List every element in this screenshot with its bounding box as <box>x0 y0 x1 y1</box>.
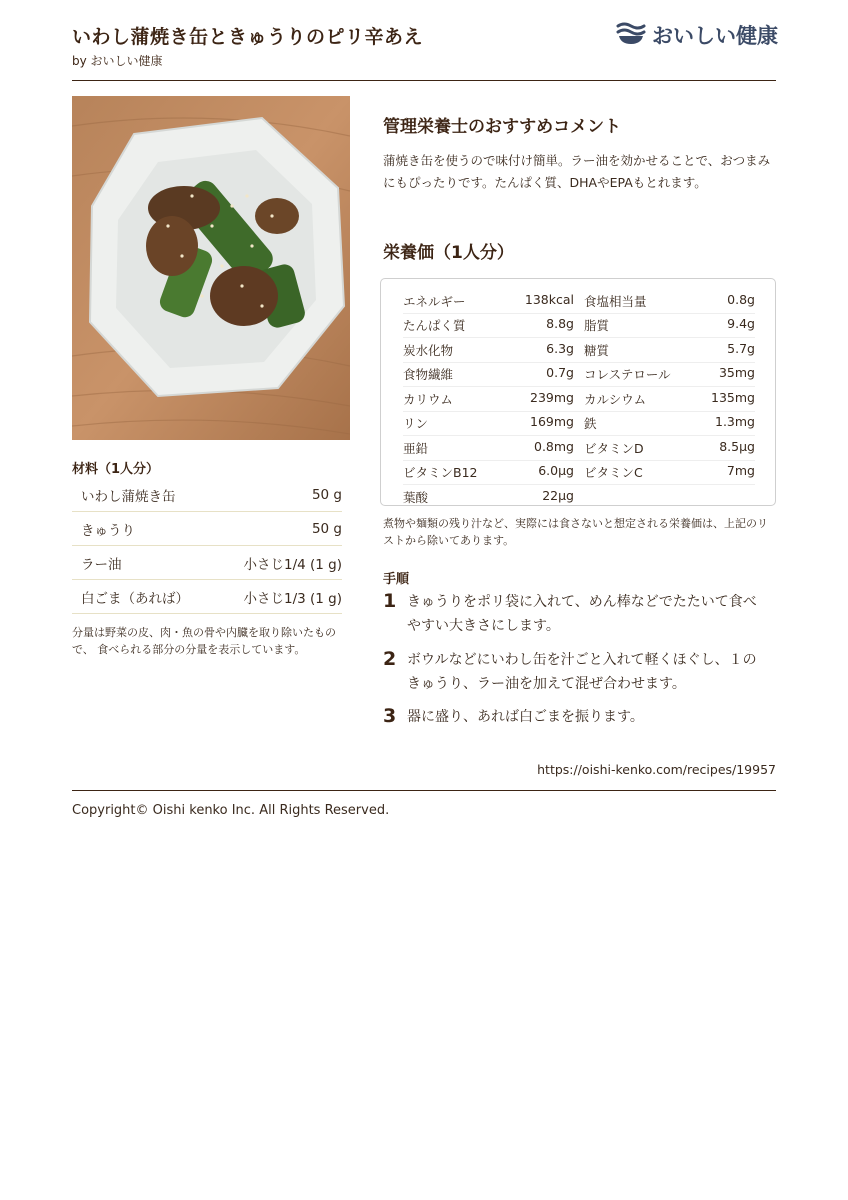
nutrient-value: 8.5μg <box>719 438 755 454</box>
step-text: ボウルなどにいわし缶を汁ごと入れて軽くほぐし、１のきゅうり、ラー油を加えて混ぜ合わせます。 <box>407 652 757 692</box>
step-item <box>383 648 767 696</box>
wave-bowl-logo-icon <box>616 20 646 50</box>
nutrient-value: 5.7g <box>727 340 755 356</box>
comment-text: 蒲焼き缶を使うので味付け簡単。ラー油を効かせることで、おつまみにもぴったりです。たんぱく質、DHAやEPAもとれます。 <box>383 153 771 190</box>
nutrient-label: 食物繊維 <box>403 367 454 383</box>
nutrient-label: エネルギー <box>403 293 466 309</box>
nutrient-label: 亜鉛 <box>403 440 429 456</box>
recipe-title: いわし蒲焼き缶ときゅうりのピリ辛あえ <box>72 26 424 48</box>
nutrition-table <box>380 278 776 506</box>
nutrient-label: ビタミンB12 <box>403 465 478 481</box>
ingredient-amount: 小さじ1/4 (1 g) <box>243 556 342 573</box>
comment-heading: 管理栄養士のおすすめコメント <box>383 117 622 137</box>
ingredient-amount: 50 g <box>311 486 342 503</box>
nutrition-row <box>403 412 755 437</box>
ingredient-amount: 50 g <box>311 520 342 537</box>
ingredients-note: 分量は野菜の皮、肉・魚の骨や内臓を取り除いたもので、 食べられる部分の分量を表示しています。 <box>72 626 336 656</box>
nutrient-label: ビタミンC <box>584 465 643 481</box>
nutrient-label: たんぱく質 <box>403 318 466 334</box>
steps-heading: 手順 <box>383 572 410 587</box>
step-number: 2 <box>383 648 397 670</box>
nutrition-row <box>403 387 755 412</box>
nutrient-value: 8.8g <box>546 316 574 332</box>
nutrient-value: 0.8g <box>727 291 755 307</box>
nutrient-label: カリウム <box>403 391 453 407</box>
nutrient-value: 7mg <box>726 463 755 479</box>
copyright-text: Copyright© Oishi kenko Inc. All Rights Reserved. <box>72 803 390 818</box>
ingredient-name: きゅうり <box>81 522 135 539</box>
nutrition-row <box>403 485 755 509</box>
nutrient-label: 脂質 <box>584 318 610 334</box>
nutrient-value: 239mg <box>530 389 574 405</box>
nutrition-note: 煮物や麺類の残り汁など、実際には食さないと想定される栄養価は、上記のリストから除いてあります。 <box>383 517 768 547</box>
nutrient-value: 138kcal <box>524 291 574 307</box>
nutrient-label: リン <box>403 416 429 432</box>
nutrient-value: 35mg <box>718 365 755 381</box>
recipe-photo <box>72 96 350 440</box>
nutrient-label: カルシウム <box>584 391 647 407</box>
recipe-url-link[interactable]: https://oishi-kenko.com/recipes/19957 <box>537 762 776 777</box>
nutrient-value: 135mg <box>711 389 755 405</box>
nutrition-row <box>403 338 755 363</box>
nutrient-label: 炭水化物 <box>403 342 454 358</box>
nutrient-label: 鉄 <box>584 416 597 432</box>
ingredient-row <box>72 546 342 580</box>
nutrient-value: 0.7g <box>546 365 574 381</box>
nutrient-label: ビタミンD <box>584 440 644 456</box>
nutrient-label: 糖質 <box>584 342 610 358</box>
nutrient-value: 169mg <box>530 414 574 430</box>
ingredient-amount: 小さじ1/3 (1 g) <box>243 590 342 607</box>
header-divider <box>72 80 776 81</box>
ingredient-row <box>72 580 342 614</box>
ingredient-name: ラー油 <box>81 556 122 573</box>
ingredient-name: いわし蒲焼き缶 <box>81 488 176 505</box>
byline: by おいしい健康 <box>72 54 163 68</box>
ingredients-heading: 材料（1人分） <box>72 462 160 477</box>
nutrient-value: 22μg <box>542 487 574 503</box>
step-number: 1 <box>383 590 397 612</box>
nutrition-row <box>403 461 755 486</box>
nutrition-row <box>403 436 755 461</box>
nutrition-row <box>403 363 755 388</box>
nutrient-value: 1.3mg <box>715 414 755 430</box>
step-item <box>383 705 767 729</box>
ingredient-row <box>72 478 342 512</box>
step-item <box>383 590 767 638</box>
ingredient-name: 白ごま（あれば） <box>81 590 189 607</box>
nutrient-label: 葉酸 <box>403 489 429 505</box>
step-number: 3 <box>383 705 397 727</box>
nutrient-value: 6.0μg <box>538 463 574 479</box>
logo-text: おいしい健康 <box>652 24 778 48</box>
footer-divider <box>72 790 776 791</box>
nutrition-heading: 栄養価（1人分） <box>383 243 514 263</box>
nutrient-value: 6.3g <box>546 340 574 356</box>
nutrient-value: 0.8mg <box>534 438 574 454</box>
nutrition-row <box>403 314 755 339</box>
nutrient-label: コレステロール <box>584 367 671 383</box>
ingredients-list <box>72 478 342 614</box>
nutrition-row <box>403 289 755 314</box>
nutrient-value: 9.4g <box>727 316 755 332</box>
step-text: 器に盛り、あれば白ごまを振ります。 <box>407 709 644 725</box>
step-text: きゅうりをポリ袋に入れて、めん棒などでたたいて食べやすい大きさにします。 <box>407 594 757 634</box>
ingredient-row <box>72 512 342 546</box>
nutrient-label: 食塩相当量 <box>584 293 647 309</box>
brand-logo[interactable] <box>616 20 778 50</box>
